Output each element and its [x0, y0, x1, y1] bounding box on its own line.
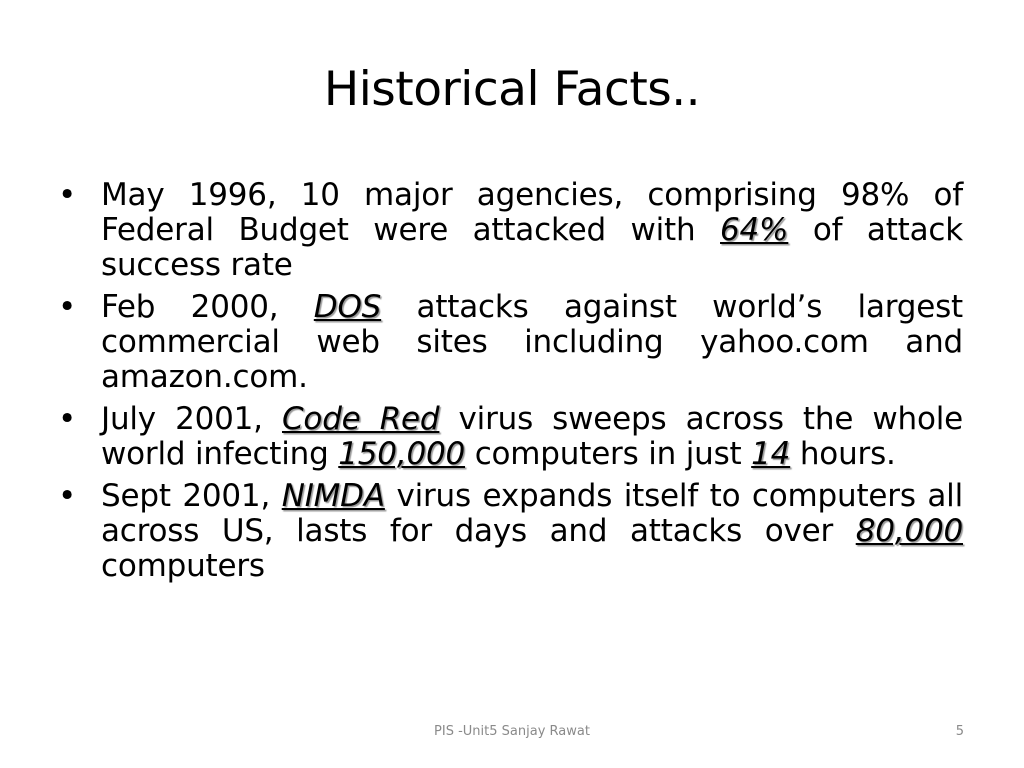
- bullet-dot-icon: •: [58, 177, 77, 213]
- bullet-dot-icon: •: [58, 401, 77, 437]
- bullet-item: [58, 290, 963, 395]
- bullet-text: virus sweeps across the whole world infecting: [101, 401, 963, 472]
- emphasized-text: 80,000: [855, 513, 963, 549]
- slide-footer: PIS -Unit5 Sanjay Rawat: [434, 724, 590, 739]
- bullet-text: Sept 2001,: [101, 478, 282, 514]
- bullet-list: [58, 178, 963, 591]
- bullet-text: computers: [101, 548, 265, 584]
- bullet-dot-icon: •: [58, 289, 77, 325]
- emphasized-text: DOS: [313, 289, 382, 325]
- bullet-text: attacks against world’s largest commercial web sites including yahoo.com and amazon.com.: [101, 289, 963, 395]
- bullet-text: of attack success rate: [101, 212, 963, 283]
- bullet-item: [58, 178, 963, 283]
- bullet-item: [58, 479, 963, 584]
- bullet-text: July 2001,: [101, 401, 282, 437]
- slide-number: 5: [955, 724, 964, 739]
- bullet-text: May 1996, 10 major agencies, comprising 98% of Federal Budget were attacked with: [101, 177, 963, 248]
- bullet-text: Feb 2000,: [101, 289, 314, 325]
- emphasized-text: 64%: [720, 212, 789, 248]
- bullet-item: [58, 402, 963, 472]
- bullet-text: computers in just: [465, 436, 752, 472]
- emphasized-text: 14: [751, 436, 791, 472]
- bullet-text: virus expands itself to computers all across US, lasts for days and attacks over: [101, 478, 963, 549]
- bullet-text: hours.: [790, 436, 896, 472]
- emphasized-text: 150,000: [338, 436, 466, 472]
- bullet-dot-icon: •: [58, 478, 77, 514]
- emphasized-text: Code Red: [281, 401, 440, 437]
- slide-title: Historical Facts..: [323, 62, 701, 117]
- emphasized-text: NIMDA: [281, 478, 385, 514]
